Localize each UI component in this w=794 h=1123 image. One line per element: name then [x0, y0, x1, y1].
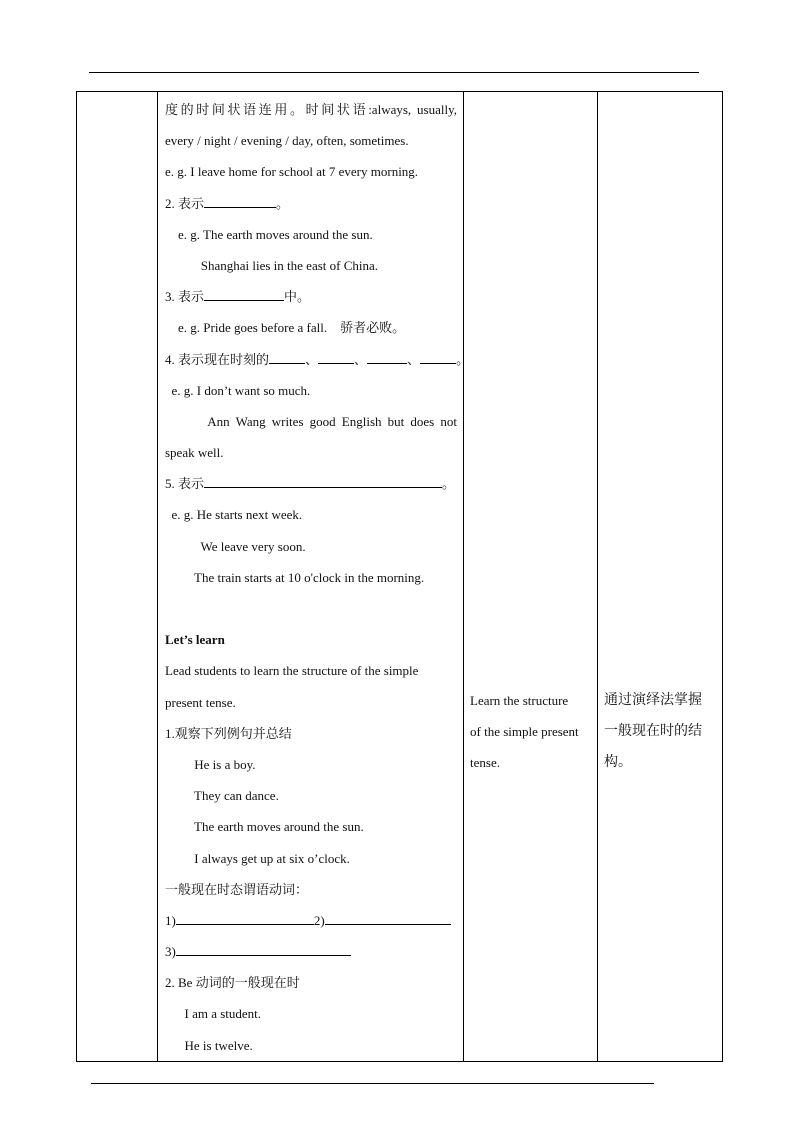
content-line: [165, 499, 457, 530]
content-line: [165, 780, 457, 811]
line-text: Let’s learn: [165, 632, 225, 648]
content-line: [165, 593, 457, 624]
line-text: 度的时间状语连用。时间状语:always, usually,: [165, 102, 457, 117]
line-text: Lead students to learn the structure of the simple: [165, 663, 419, 679]
line-text: Shanghai lies in the east of China.: [165, 257, 379, 273]
content-line: [165, 874, 457, 905]
activity-line: tense.: [470, 755, 500, 771]
content-line: [165, 718, 457, 749]
fill-blank: [176, 942, 351, 956]
student-activity-cell: [464, 92, 598, 1062]
fill-blank: [318, 350, 354, 364]
content-line: [165, 437, 457, 468]
content-line: [165, 843, 457, 874]
fill-blank: [204, 194, 276, 208]
line-suffix: 2): [313, 912, 325, 928]
line-text: We leave very soon.: [165, 538, 306, 554]
line-text: 2. Be 动词的一般现在时: [165, 975, 300, 991]
content-line: [165, 375, 457, 406]
line-text: 1): [165, 912, 176, 928]
line-text: The train starts at 10 o'clock in the morning.: [165, 569, 425, 585]
line-text: He is twelve.: [165, 1037, 253, 1053]
header-rule: [89, 72, 699, 73]
intent-line: 一般现在时的结: [604, 724, 702, 740]
table-row: [77, 92, 723, 1062]
content-line: [165, 219, 457, 250]
content-line: [165, 655, 457, 686]
line-text: 3. 表示: [165, 289, 205, 305]
design-intent: [598, 92, 722, 779]
separator: 、: [354, 351, 368, 367]
line-text: I always get up at six o’clock.: [165, 850, 350, 866]
line-text: every / night / evening / day, often, sometimes.: [165, 133, 409, 149]
line-suffix: 。: [442, 476, 456, 492]
footer-rule: [91, 1083, 654, 1084]
line-text: 3): [165, 944, 176, 960]
intent-line: 构。: [604, 755, 632, 771]
line-text: 一般现在时态谓语动词：: [165, 881, 309, 897]
teaching-content: [158, 92, 470, 1061]
content-line: [165, 468, 457, 499]
lesson-plan-table: [76, 91, 723, 1062]
line-text: They can dance.: [165, 788, 279, 804]
content-line: [165, 125, 457, 156]
content-line: [165, 531, 457, 562]
content-line: [165, 94, 457, 125]
content-line: [165, 1030, 457, 1061]
stage-cell: [77, 92, 158, 1062]
content-line: [165, 281, 457, 312]
line-suffix: 中。: [284, 289, 311, 305]
separator: 、: [407, 351, 421, 367]
content-line: [165, 967, 457, 998]
content-line: [165, 811, 457, 842]
fill-blank: [176, 911, 314, 925]
line-text: e. g. I leave home for school at 7 every morning.: [165, 164, 419, 180]
content-line: [165, 250, 457, 281]
content-line: [165, 562, 457, 593]
line-text: 5. 表示: [165, 476, 205, 492]
line-text: speak well.: [165, 445, 224, 461]
line-text: e. g. He starts next week.: [165, 507, 303, 523]
design-intent-cell: [598, 92, 723, 1062]
fill-blank: [325, 911, 451, 925]
line-text: e. g. Pride goes before a fall. 骄者必败。: [165, 320, 406, 336]
line-text: e. g. The earth moves around the sun.: [165, 226, 373, 242]
content-line: [165, 624, 457, 655]
line-text: e. g. I don’t want so much.: [165, 382, 311, 398]
content-line: [165, 998, 457, 1029]
content-line: [165, 749, 457, 780]
content-line: [165, 156, 457, 187]
line-text: present tense.: [165, 694, 236, 710]
separator: 、: [305, 351, 319, 367]
line-text: The earth moves around the sun.: [165, 819, 364, 835]
line-suffix: 。: [456, 351, 470, 367]
teaching-content-cell: [158, 92, 470, 1062]
line-text: 4. 表示现在时刻的: [165, 351, 270, 367]
line-text: 1.观察下列例句并总结: [165, 725, 292, 741]
intent-line: 通过演绎法掌握: [604, 693, 702, 708]
fill-blank: [204, 474, 442, 488]
fill-blank: [204, 287, 284, 301]
fill-blank: [367, 350, 407, 364]
content-line: [165, 344, 470, 375]
content-line: [165, 936, 457, 967]
line-text: 2. 表示: [165, 195, 205, 211]
line-text: I am a student.: [165, 1006, 262, 1022]
activity-line: of the simple present: [470, 724, 579, 740]
content-line: [165, 687, 457, 718]
fill-blank: [420, 350, 456, 364]
fill-blank: [269, 350, 305, 364]
student-activity: [464, 92, 597, 779]
line-text: Ann Wang writes good English but does not: [165, 413, 457, 429]
activity-line: Learn the structure: [470, 693, 569, 708]
line-suffix: 。: [276, 195, 290, 211]
content-line: [165, 312, 457, 343]
line-text: He is a boy.: [165, 756, 256, 772]
content-line: [165, 188, 457, 219]
content-line: [165, 406, 457, 437]
content-line: [165, 905, 457, 936]
